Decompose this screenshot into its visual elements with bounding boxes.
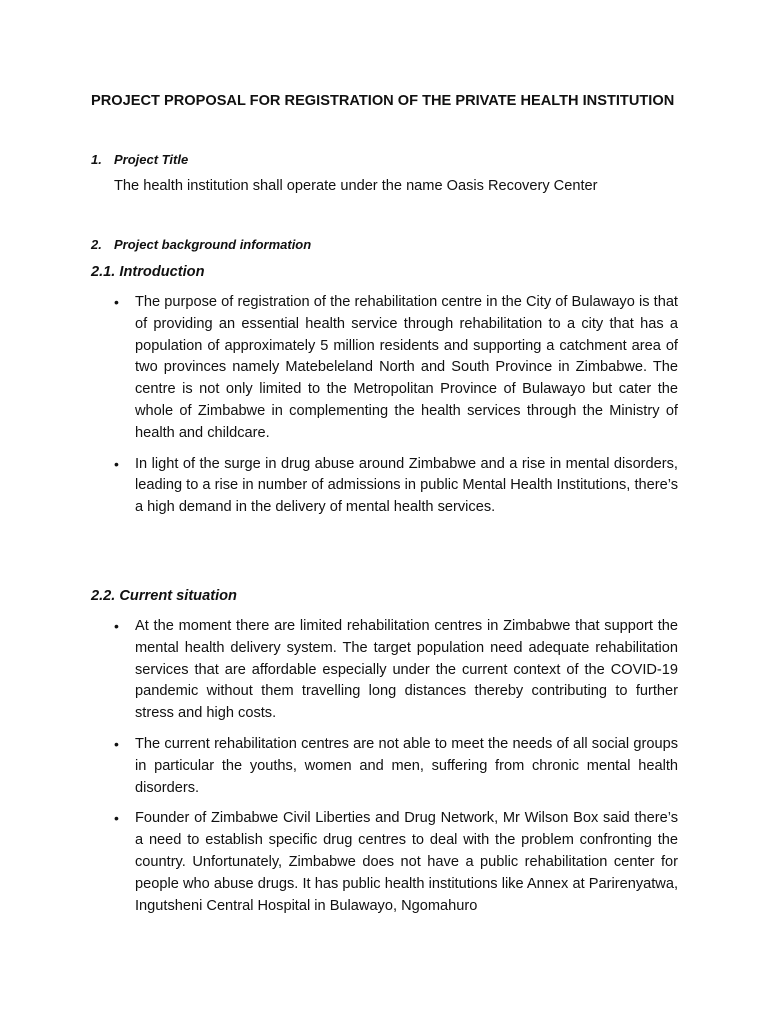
current-situation-heading: 2.2. Current situation [91, 588, 237, 604]
list-item [114, 292, 678, 445]
introduction-heading: 2.1. Introduction [91, 264, 205, 280]
bullet-icon: • [114, 618, 119, 634]
section-1-number: 1. [91, 152, 102, 167]
bullet-text: Founder of Zimbabwe Civil Liberties and Drug Network, Mr Wilson Box said there’s a need to establish specific drug centres to deal with the problem confronting the country. Unfortunately, Zimbabwe does not have a public rehabilitation center for people who abuse drugs. It has public health institutions like Annex at Parirenyatwa, Ingutsheni Central Hospital in Bulawayo, Ngomahuro [135, 810, 678, 914]
section-2-heading [91, 237, 311, 252]
bullet-icon: • [114, 455, 119, 472]
list-item [114, 454, 678, 519]
list-item [114, 808, 678, 917]
introduction-bullets [114, 292, 678, 528]
document-title: PROJECT PROPOSAL FOR REGISTRATION OF THE PRIVATE HEALTH INSTITUTION [91, 93, 675, 109]
bullet-icon: • [114, 294, 119, 310]
section-1-heading [91, 152, 188, 167]
bullet-text: In light of the surge in drug abuse around Zimbabwe and a rise in mental disorders, leading to a rise in number of admissions in public Mental Health Institutions, there’s a high demand in the delivery of mental health services. [135, 455, 678, 516]
project-title-text: The health institution shall operate under the name Oasis Recovery Center [114, 178, 598, 194]
bullet-icon: • [114, 735, 119, 752]
section-2-number: 2. [91, 237, 102, 252]
bullet-text: The current rehabilitation centres are not able to meet the needs of all social groups in particular the youths, women and men, suffering from chronic mental health disorders. [135, 735, 678, 796]
list-item [114, 616, 678, 725]
list-item [114, 734, 678, 799]
bullet-text: At the moment there are limited rehabilitation centres in Zimbabwe that support the mental health delivery system. The target population need adequate rehabilitation services that are affordable especially under the current context of the COVID-19 pandemic without them travelling long distances thereby contributing to further stress and high costs. [135, 618, 678, 722]
bullet-text: The purpose of registration of the rehabilitation centre in the City of Bulawayo is that of providing an essential health service through rehabilitation to a city that has a population of approximately 5 million residents and supporting a catchment area of two provinces namely Matebeleland North and South Province in Zimbabwe. The centre is not only limited to the Metropolitan Province of Bulawayo but cater the whole of Zimbabwe in complementing the health services through the Ministry of health and childcare. [135, 294, 678, 441]
bullet-icon: • [114, 810, 119, 827]
section-2-title: Project background information [114, 237, 312, 252]
section-1-title: Project Title [114, 152, 189, 167]
current-situation-bullets [114, 616, 678, 926]
